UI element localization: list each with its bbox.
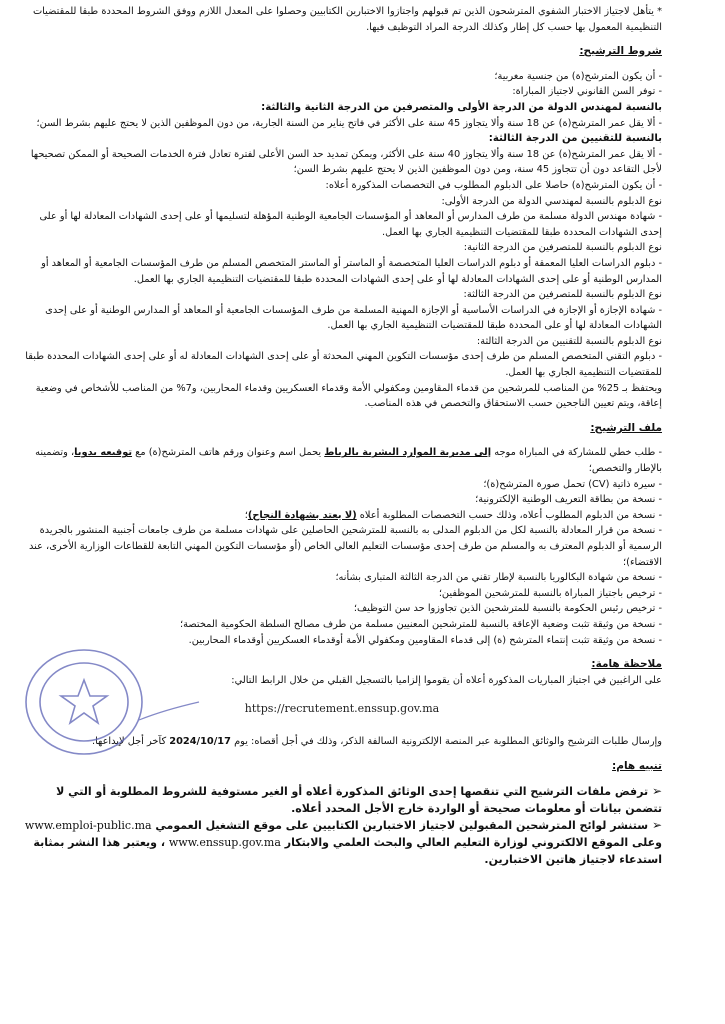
- notice-item-rejection: ➢ ترفض ملفات الترشيح التي تنقصها إحدى الوثائق المذكورة أعلاه أو الغير مستوفية للشروط المطلوبة أو التي لا تتضمن بيانات أو معلومات صحيحة أو الواردة خارج الأجل المحدد أعلاه.: [56, 784, 662, 816]
- remark-heading: ملاحظة هامة:: [591, 658, 662, 671]
- file-item: - نسخة من قرار المعادلة بالنسبة لكل من الدبلوم المدلى به بالنسبة للمترشحين الحاصلين على شهادات مسلمة من طرف جامعات أجنبية المنشور بالجريدة الرسمية أو الدبلوم المعترف به والمسلم من طرف إحدى مؤسسات التعليم العالي الخاص (أو مؤسسات التكوين المهني التابعة للقطاعات الوزارية الأخرى، عند الاقتضاء)؛: [29, 525, 662, 568]
- hr-directorate: إلى مديرية الموارد البشرية بالرباط: [324, 447, 492, 459]
- file-heading: ملف الترشيح:: [590, 421, 662, 434]
- engineer-age-heading: بالنسبة لمهندس الدولة من الدرجة الأولى والمتصرفين من الدرجة الثانية والثالثة:: [261, 101, 662, 113]
- emploi-public-link[interactable]: www.emploi-public.ma: [24, 819, 152, 833]
- registration-link[interactable]: https://recrutement.enssup.gov.ma: [244, 702, 440, 716]
- remark-text: على الراغبين في اجتياز المباريات المذكورة أعلاه أن يقوموا إلزاميا بالتسجيل القبلي من خلال الرابط التالي:: [231, 674, 662, 686]
- diploma-requirement: - أن يكون المترشح(ة) حاصلا على الدبلوم المطلوب في التخصصات المذكورة أعلاه:: [325, 179, 662, 191]
- technician-age-heading: بالنسبة للتقنيين من الدرجة الثالثة:: [488, 133, 662, 145]
- diploma-type-title: نوع الدبلوم بالنسبة للتقنيين من الدرجة الثالثة:: [476, 335, 662, 347]
- file-diploma: - نسخة من الدبلوم المطلوب أعلاه، وذلك حسب التخصصات المطلوبة أعلاه (لا يعتد بشهادة النجاح)؛: [244, 509, 662, 521]
- file-item: - نسخة من وثيقة تثبت وضعية الإعاقة بالنسبة للمترشحين المعنيين مسلمة من طرف مصالح السلطة الحكومية المختصة؛: [180, 618, 662, 630]
- diploma-type-title: نوع الدبلوم بالنسبة للمتصرفين من الدرجة الثالثة:: [463, 289, 662, 301]
- document-page: [22, 4, 662, 868]
- deadline-date: 2024/10/17: [169, 735, 231, 747]
- diploma-type-text: - دبلوم التقني المتخصص المسلم من طرف إحدى مؤسسات التكوين المهني المحدثة أو على إحدى الشهادات المعادلة له أو على إحدى الشهادات المحددة طبقا للمقتضيات التنظيمية الجاري بها العمل.: [25, 351, 662, 379]
- reservation-text: ويحتفظ بـ 25% من المناصب للمرشحين من قدماء المقاومين ومكفولي الأمة وقدماء العسكريين وقدماء المحاربين، و7% من المناصب للأشخاص في وضعية إعاقة، ويتم تعيين الناجحين حسب الاستحقاق والتخصص في هذه المناصب.: [35, 382, 662, 410]
- condition-age: - توفر السن القانوني لاجتياز المباراة:: [512, 86, 662, 98]
- intro-paragraph: * يتأهل لاجتياز الاختبار الشفوي المترشحون الذين تم قبولهم واجتازوا الاختبارين الكتابيين وحصلوا على المعدل اللازم ووفق الشروط المحددة طبقا للمقتضيات التنظيمية المعمول بها حسب كل إطار وكذلك الدرجة المراد التوظيف فيها.: [32, 6, 662, 33]
- diploma-type-text: - شهادة الإجازة أو الإجازة في الدراسات الأساسية أو الإجازة المهنية المسلمة من طرف المؤسسات الجامعية أو المعاهد أو المدارس الوطنية أو على إحدى الشهادات المعادلة لها أو على المحددة طبقا للمقتضيات التنظيمية الجاري بها العمل.: [45, 304, 662, 332]
- deadline-text: وإرسال طلبات الترشيح والوثائق المطلوبة عبر المنصة الإلكترونية السالفة الذكر، وذلك في أجل أقصاه: يوم 2024/10/17 كآخر أجل لإيداعها.: [91, 735, 662, 747]
- notice-item-publication: ➢ ستنشر لوائح المترشحين المقبولين لاجتياز الاختبارين الكتابيين على موقع التشغيل العمومي www.emploi-public.ma وعلى الموقع الالكتروني لوزارة التعليم العالي والبحث العلمي والابتكار www.enssup.gov.ma ، ويعتبر هذا النشر بمثابة استدعاء لاجتياز هاتين الاختبارين.: [24, 818, 662, 867]
- file-item: - ترخيص باجتياز المباراة بالنسبة للمترشحين الموظفين؛: [438, 587, 662, 599]
- handwritten-signature-note: توقيعه يدويا: [74, 447, 133, 459]
- diploma-type-text: - شهادة مهندس الدولة مسلمة من طرف المدارس أو المعاهد أو المؤسسات الجامعية الوطنية المؤهلة لتسليمها أو على إحدى الشهادات المعادلة لها أو على إحدى الشهادات المحددة طبقا للمقتضيات التنظيمية الجاري بها العمل.: [39, 211, 662, 238]
- diploma-type-title: نوع الدبلوم بالنسبة لمهندسي الدولة من الدرجة الأولى:: [441, 195, 662, 207]
- no-success-certificate-note: (لا يعتد بشهادة النجاح): [247, 509, 357, 521]
- condition-nationality: - أن يكون المترشح(ة) من جنسية مغربية؛: [494, 70, 662, 82]
- file-item: - نسخة من وثيقة تثبت إنتماء المترشح (ة) إلى قدماء المقاومين ومكفولي الأمة أوقدماء العسكريين أوقدماء المحاربين.: [188, 634, 662, 646]
- notice-heading: تنبيه هام:: [612, 759, 662, 772]
- file-item: - نسخة من بطاقة التعريف الوطنية الإلكترونية؛: [475, 494, 662, 506]
- file-item: - ترخيص رئيس الحكومة بالنسبة للمترشحين الذين تجاوزوا حد سن التوظيف؛: [353, 603, 662, 615]
- engineer-age-text: - ألا يقل عمر المترشح(ة) عن 18 سنة وألا يتجاوز 45 سنة على الأكثر في فاتح يناير من السنة الجارية، من دون الموظفين الذين لا يحتج عليهم بشرط السن؛: [36, 117, 662, 129]
- technician-age-text: - ألا يقل عمر المترشح(ة) عن 18 سنة وألا يتجاوز 40 سنة على الأكثر، ويمكن تمديد حد السن الأعلى لفترة تعادل فترة الخدمات الصحيحة أو الممكن تصحيحها لأجل التقاعد دون أن تتجاوز 45 سنة، ومن دون الموظفين الذين لا يحتج عليهم بشرط السن؛: [30, 148, 662, 176]
- enssup-link[interactable]: www.enssup.gov.ma: [168, 836, 281, 850]
- arrow-bullet-icon: ➢: [651, 818, 662, 833]
- file-item: - نسخة من شهادة البكالوريا بالنسبة لإطار تقني من الدرجة الثالثة المتبارى بشأنه؛: [335, 572, 662, 584]
- diploma-type-text: - دبلوم الدراسات العليا المعمقة أو دبلوم الدراسات العليا المتخصصة أو الماستر أو الماستر المتخصص المسلم من طرف المؤسسات الجامعية أو المعاهد أو المدارس الوطنية أو على إحدى الشهادات المعادلة لها أو على إحدى الشهادات المحددة طبقا للمقتضيات التنظيمية الجاري بها العمل.: [41, 257, 662, 285]
- conditions-heading: شروط الترشيح:: [579, 45, 662, 58]
- arrow-bullet-icon: ➢: [651, 784, 662, 799]
- file-request-letter: - طلب خطي للمشاركة في المباراة موجه إلى مديرية الموارد البشرية بالرباط يحمل اسم وعنوان ورقم هاتف المترشح(ة) مع توقيعه يدويا، وتضمينه بالإطار والتخصص؛: [35, 447, 662, 475]
- file-item: - سيرة ذاتية (CV) تحمل صورة المترشح(ة)؛: [483, 478, 662, 490]
- diploma-type-title: نوع الدبلوم بالنسبة للمتصرفين من الدرجة الثانية:: [463, 242, 662, 254]
